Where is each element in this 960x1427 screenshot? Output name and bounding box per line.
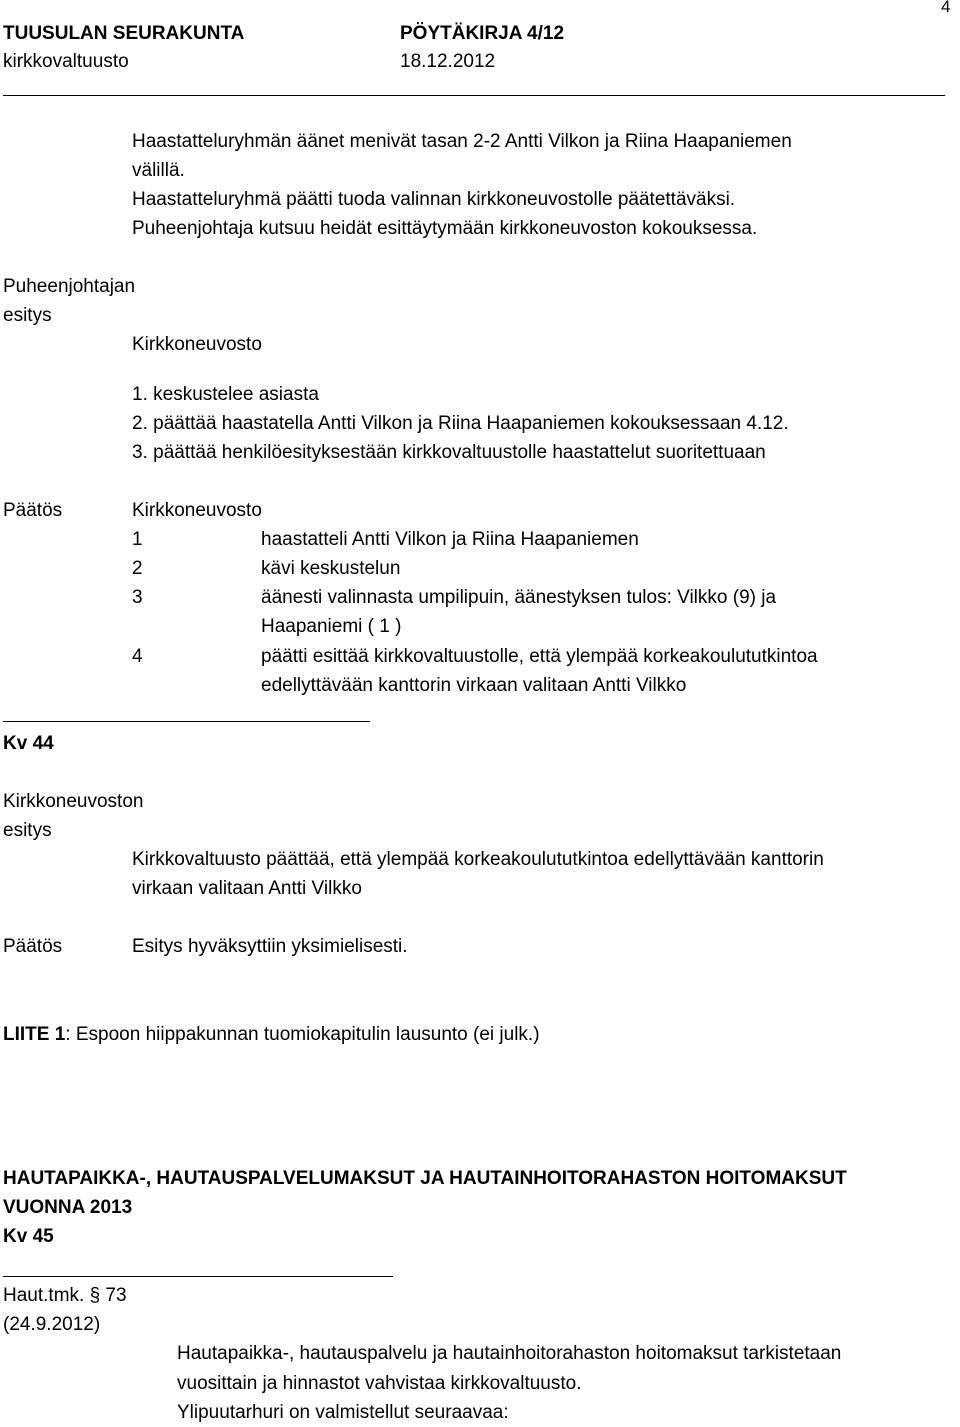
council-proposal-label: esitys: [3, 820, 52, 841]
decision-text: Esitys hyväksyttiin yksimielisesti.: [132, 936, 408, 957]
intro-line: Haastatteluryhmän äänet menivät tasan 2-2 Antti Vilkon ja Riina Haapaniemen: [132, 131, 792, 152]
decision-label: Päätös: [3, 936, 63, 957]
meeting-date: 18.12.2012: [400, 51, 496, 72]
decision-item-number: 1: [132, 529, 143, 550]
council-proposal-label: Kirkkoneuvoston: [3, 791, 144, 812]
chair-proposal-label: Puheenjohtajan: [3, 276, 136, 297]
council-proposal-text: Kirkkovaltuusto päättää, että ylempää korkeakoulututkintoa edellyttävään kanttorin: [132, 849, 824, 870]
decision-item-text: äänesti valinnasta umpilipuin, äänestyksen tulos: Vilkko (9) ja: [261, 587, 777, 608]
intro-line: Haastatteluryhmä päätti tuoda valinnan kirkkoneuvostolle päätettäväksi.: [132, 189, 736, 210]
kv45-title: HAUTAPAIKKA-, HAUTAUSPALVELUMAKSUT JA HAUTAINHOITORAHASTON HOITOMAKSUT: [3, 1168, 847, 1189]
meeting-body: kirkkovaltuusto: [3, 51, 129, 72]
kv45-body-line: Ylipuutarhuri on valmistellut seuraavaa:: [177, 1402, 509, 1423]
attachment-label: LIITE 1: [3, 1024, 66, 1045]
chair-proposal-item: 2. päättää haastatella Antti Vilkon ja Riina Haapaniemen kokouksessaan 4.12.: [132, 413, 789, 434]
council-proposal-text: virkaan valitaan Antti Vilkko: [132, 878, 362, 899]
decision-heading: Kirkkoneuvosto: [132, 500, 262, 521]
decision-item-text: edellyttävään kanttorin virkaan valitaan Antti Vilkko: [261, 675, 687, 696]
chair-proposal-item: 1. keskustelee asiasta: [132, 384, 319, 405]
section-rule: [3, 721, 370, 722]
document-title: PÖYTÄKIRJA 4/12: [400, 23, 565, 44]
kv45-body-line: Hautapaikka-, hautauspalvelu ja hautainhoitorahaston hoitomaksut tarkistetaan: [177, 1343, 842, 1364]
intro-line: Puheenjohtaja kutsuu heidät esittäytymään kirkkoneuvoston kokouksessa.: [132, 218, 758, 239]
kv45-label: Kv 45: [3, 1226, 54, 1247]
chair-proposal-label: esitys: [3, 305, 52, 326]
decision-item-text: päätti esittää kirkkovaltuustolle, että ylempää korkeakoulututkintoa: [261, 646, 818, 667]
decision-item-number: 4: [132, 646, 143, 667]
intro-line: välillä.: [132, 160, 185, 181]
decision-item-number: 3: [132, 587, 143, 608]
decision-item-text: kävi keskustelun: [261, 558, 401, 579]
chair-proposal-item: 3. päättää henkilöesityksestään kirkkovaltuustolle haastattelut suoritettuaan: [132, 442, 766, 463]
decision-item-number: 2: [132, 558, 143, 579]
decision-label: Päätös: [3, 500, 63, 521]
chair-proposal-heading: Kirkkoneuvosto: [132, 334, 262, 355]
page-number: 4: [941, 0, 951, 16]
kv45-reference: Haut.tmk. § 73: [3, 1285, 127, 1306]
kv45-body-line: vuosittain ja hinnastot vahvistaa kirkkovaltuusto.: [177, 1373, 582, 1394]
kv45-title: VUONNA 2013: [3, 1197, 133, 1218]
section-rule: [3, 1276, 393, 1277]
decision-item-text: Haapaniemi ( 1 ): [261, 616, 402, 637]
attachment-line: [3, 1020, 540, 1049]
attachment-text: : Espoon hiippakunnan tuomiokapitulin lausunto (ei julk.): [65, 1024, 540, 1045]
decision-item-text: haastatteli Antti Vilkon ja Riina Haapaniemen: [261, 529, 639, 550]
kv45-reference: (24.9.2012): [3, 1314, 101, 1335]
kv44-label: Kv 44: [3, 733, 54, 754]
organization-name: TUUSULAN SEURAKUNTA: [3, 23, 245, 44]
header-rule: [3, 95, 945, 96]
